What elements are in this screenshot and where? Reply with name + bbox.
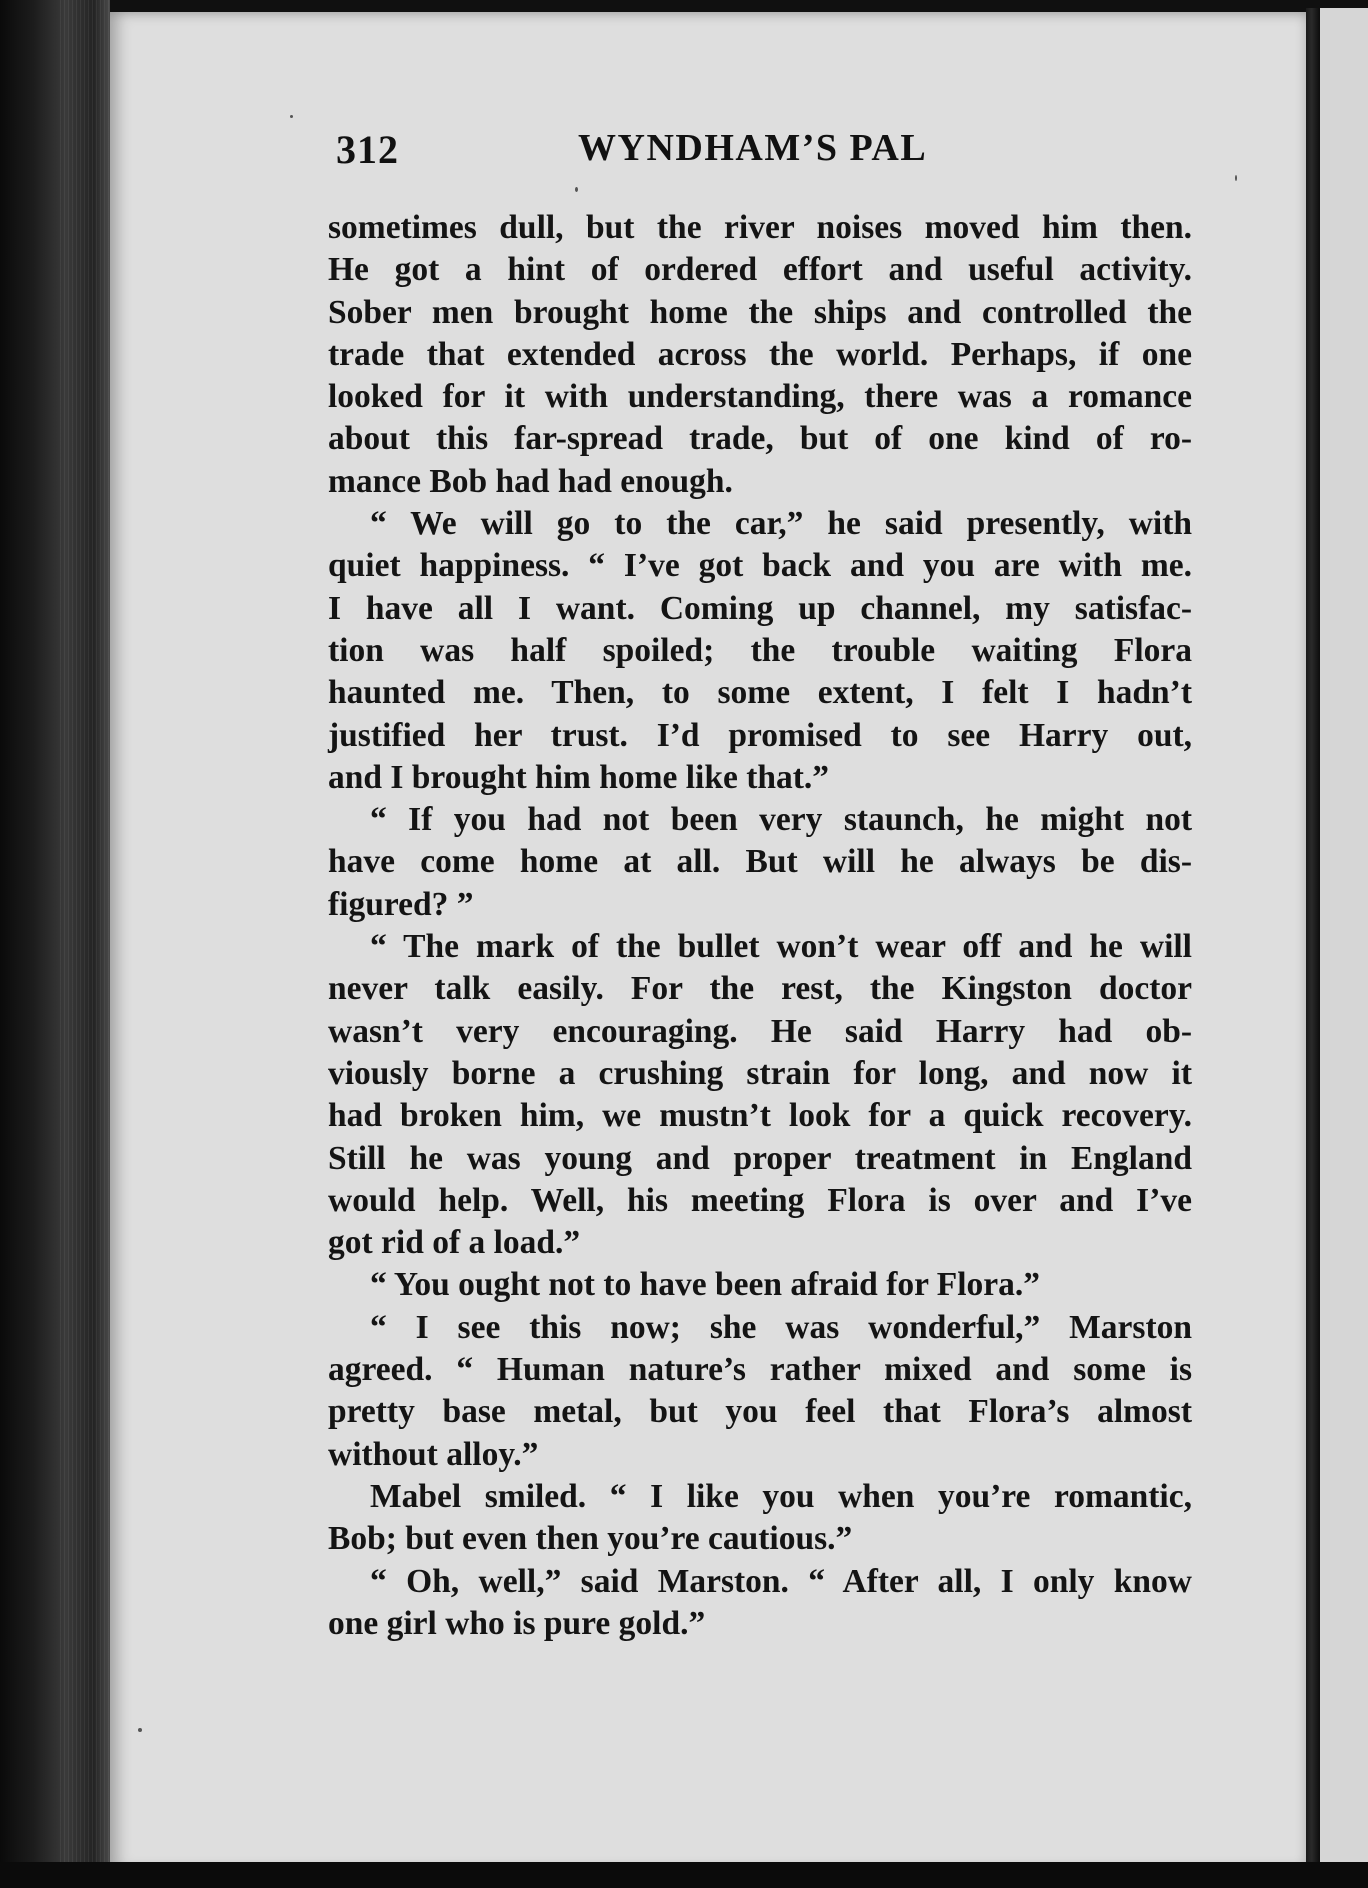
text-line: sometimes dull, but the river noises moved him then. [328,209,1192,246]
text-line: viously borne a crushing strain for long, and now it [328,1054,1192,1092]
scan-bottom-border [0,1862,1368,1888]
scan-speck [1235,175,1237,181]
running-header [336,126,1196,186]
text-line: “ We will go to the car,” he said presently, with [370,505,1192,543]
text-line: Mabel smiled. “ I like you when you’re romantic, [370,1477,1192,1515]
text-line: He got a hint of ordered effort and useful activity. [328,251,1192,289]
text-line: have come home at all. But will he always be dis- [328,843,1192,881]
text-line: tion was half spoiled; the trouble waiting Flora [328,631,1192,669]
text-line: haunted me. Then, to some extent, I felt I hadn’t [328,674,1192,712]
scan-speck [138,1728,142,1732]
text-line: figured? ” [328,885,474,923]
text-line: Sober men brought home the ships and controlled the [328,293,1192,331]
gutter-shadow [1306,8,1320,1874]
text-line: “ Oh, well,” said Marston. “ After all, I only know [370,1562,1192,1600]
text-line: looked for it with understanding, there was a romance [328,378,1192,416]
scan-speck [290,115,293,118]
text-line: Still he was young and proper treatment in England [328,1139,1192,1177]
text-line: Bob; but even then you’re cautious.” [328,1520,853,1558]
text-line: “ The mark of the bullet won’t wear off and he will [370,928,1192,966]
text-line: wasn’t very encouraging. He said Harry had ob- [328,1012,1192,1050]
text-line: “ I see this now; she was wonderful,” Marston [370,1308,1192,1346]
scan-speck [575,187,578,192]
facing-page-edge [1320,8,1368,1874]
text-line: mance Bob had had enough. [328,462,733,500]
text-line: got rid of a load.” [328,1224,581,1262]
text-line: “ If you had not been very staunch, he might not [370,801,1192,839]
text-line: pretty base metal, but you feel that Flora’s almost [328,1393,1192,1431]
text-line: about this far-spread trade, but of one kind of ro- [328,420,1192,458]
text-line: “ You ought not to have been afraid for Flora.” [370,1266,1040,1304]
running-title: WYNDHAM’S PAL [578,127,928,169]
text-line: trade that extended across the world. Perhaps, if one [328,335,1192,373]
page-stack-edges [60,0,110,1888]
text-line: would help. Well, his meeting Flora is over and I’ve [328,1181,1192,1219]
text-line: justified her trust. I’d promised to see Harry out, [328,716,1192,754]
text-line: had broken him, we mustn’t look for a quick recovery. [328,1097,1192,1135]
page-body-text [328,207,1192,1645]
text-line: without alloy.” [328,1435,539,1473]
text-line: one girl who is pure gold.” [328,1604,706,1642]
text-line: never talk easily. For the rest, the Kingston doctor [328,970,1192,1008]
text-line: quiet happiness. “ I’ve got back and you are with me. [328,547,1192,585]
text-line: I have all I want. Coming up channel, my satisfac- [328,589,1192,627]
text-line: agreed. “ Human nature’s rather mixed and some is [328,1351,1192,1389]
text-line: and I brought him home like that.” [328,758,830,796]
page-number: 312 [336,127,399,172]
